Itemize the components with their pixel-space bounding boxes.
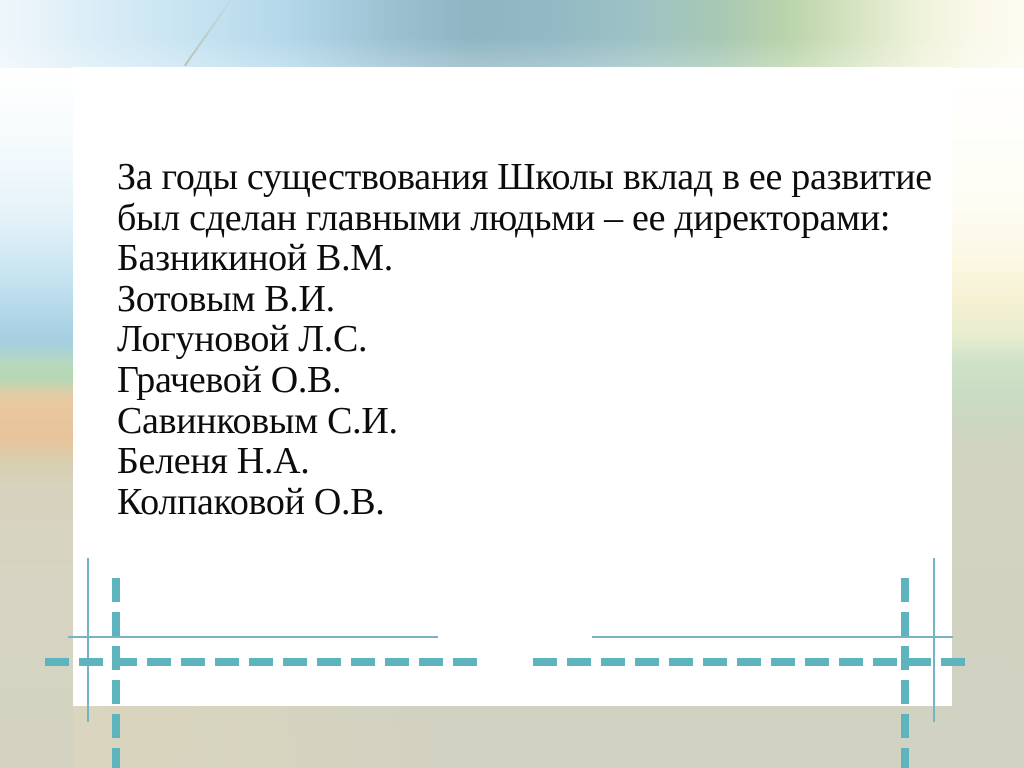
thin-rule-vertical-left — [87, 558, 89, 722]
director-name-6: Беленя Н.А. — [117, 440, 310, 483]
dashed-rule-vertical-left — [112, 578, 120, 768]
director-name-7: Колпаковой О.В. — [117, 480, 385, 523]
thin-rule-horizontal-left — [68, 636, 438, 638]
director-name-5: Савинковым С.И. — [117, 399, 398, 442]
director-name-2: Зотовым В.И. — [117, 277, 335, 320]
director-name-4: Грачевой О.В. — [117, 358, 342, 401]
director-name-3: Логуновой Л.С. — [117, 318, 368, 361]
dashed-rule-vertical-right — [901, 578, 909, 768]
slide-text-block — [117, 157, 947, 522]
background-top-band — [0, 0, 1024, 68]
director-name-1: Базникиной В.М. — [117, 237, 393, 280]
thin-rule-horizontal-right — [592, 636, 953, 638]
background-bottom-band — [73, 706, 952, 768]
thin-rule-vertical-right — [933, 558, 935, 722]
intro-line-2: был сделан главными людьми – ее директорами: — [117, 196, 891, 239]
intro-line-1: За годы существования Школы вклад в ее развитие — [117, 156, 932, 198]
